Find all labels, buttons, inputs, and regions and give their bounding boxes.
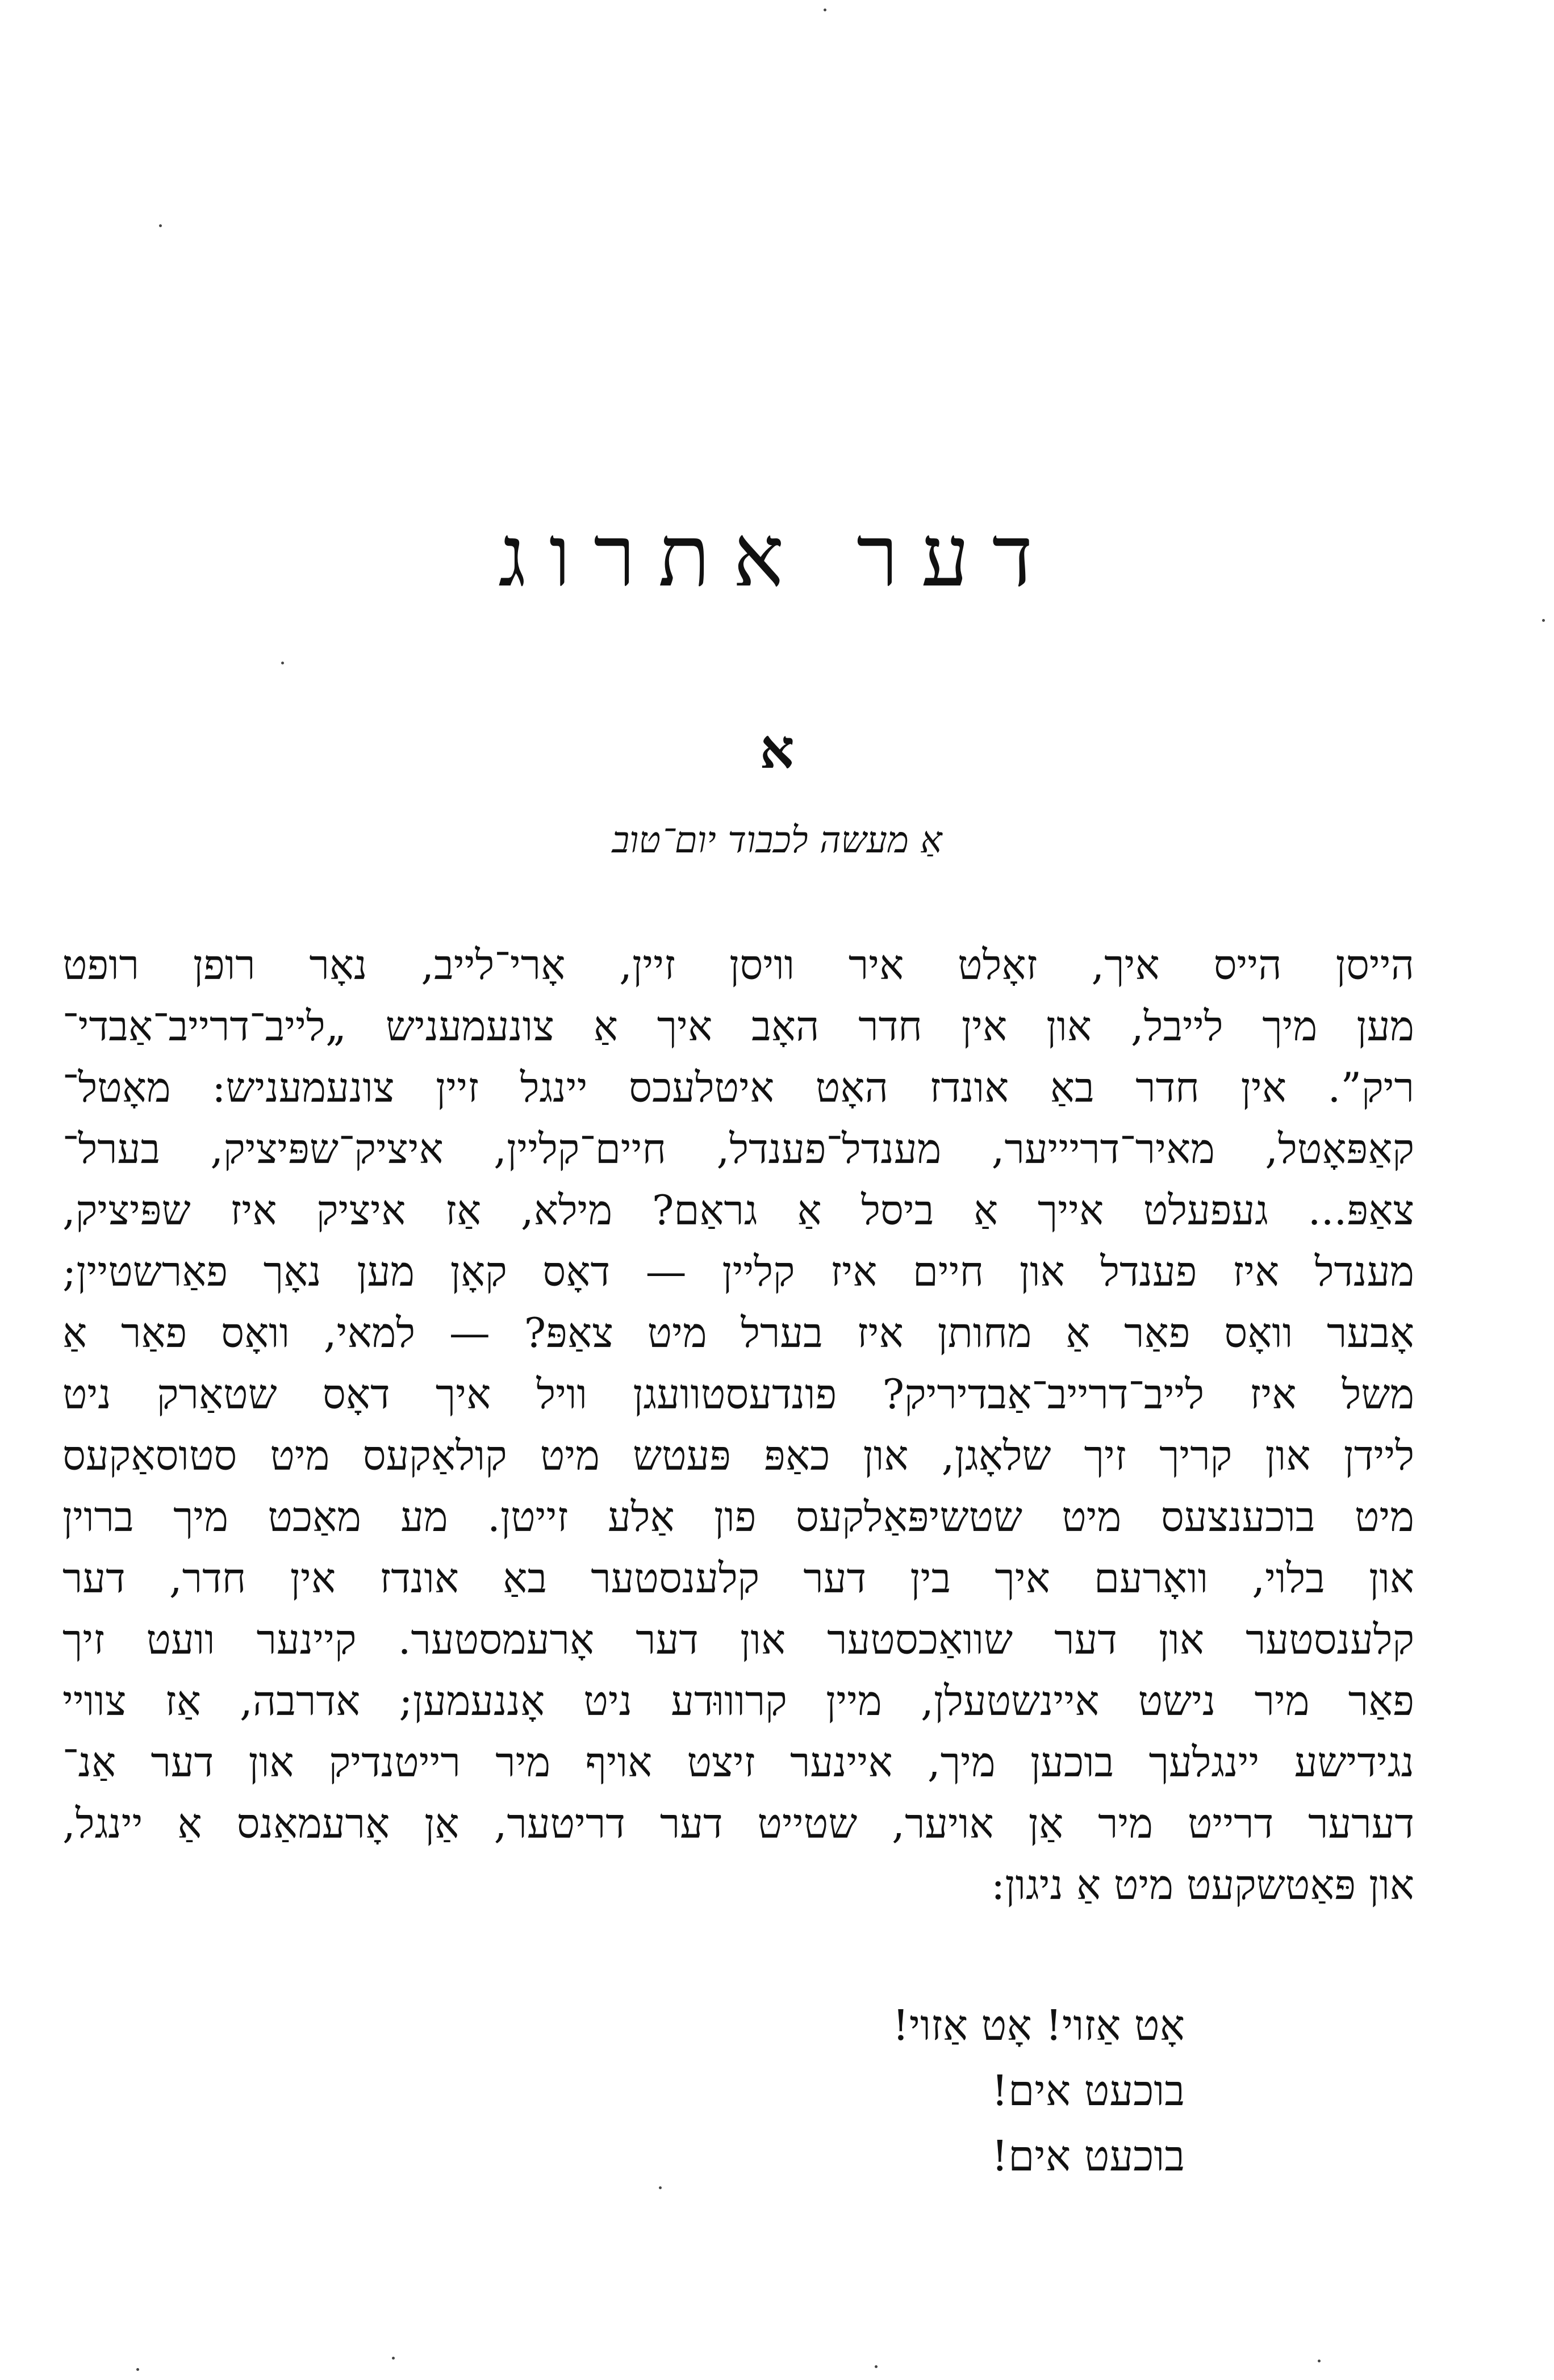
scan-speck bbox=[159, 224, 162, 227]
text-line: קלענסטער און דער שוואַכסטער און דער אָרעמסטער. קיינער וועט זיך bbox=[62, 1616, 1414, 1663]
paragraph bbox=[62, 934, 1414, 1915]
scan-speck bbox=[136, 2368, 139, 2371]
scan-speck bbox=[659, 2186, 662, 2189]
text-line: קאַפּאָטל, מאיר־דריייער, מענדל־פענדל, חיים־קליין, איציק־שפּיציק, בערל־ bbox=[62, 1125, 1414, 1173]
text-line: מען מיך לייבל, און אין חדר האָב איך אַ צונעמעניש „לייב־דרייב־אַבדי־ bbox=[62, 1002, 1414, 1050]
scan-speck bbox=[392, 2357, 395, 2360]
song-line: אָט אַזוי! אָט אַזוי! bbox=[892, 2001, 1185, 2050]
text-line: און פּאַטשקעט מיט אַ ניגון: bbox=[991, 1861, 1414, 1909]
text-line: צאַפּ... געפעלט אייך אַ ביסל אַ גראַם? מילא, אַז איציק איז שפּיציק, bbox=[62, 1186, 1414, 1234]
scan-speck bbox=[1318, 2360, 1321, 2362]
scan-speck bbox=[281, 662, 284, 664]
text-line: מענדל איז פענדל און חיים איז קליין — דאָס קאָן מען נאָך פאַרשטיין; bbox=[62, 1248, 1414, 1295]
page-title: דער אתרוג bbox=[498, 507, 1056, 606]
text-line: פאַר מיר נישט איינשטעלן, מיין קרוווּדע ניט אָננעמען; אדרבה, אַז צוויי bbox=[62, 1677, 1414, 1725]
scan-speck bbox=[824, 9, 826, 11]
text-line: אָבער וואָס פאַר אַ מחותן איז בערל מיט צאַפּ? — למאי, וואָס פאַר אַ bbox=[62, 1309, 1414, 1357]
text-line: הייסן הייס איך, זאָלט איר וויסן זיין, אָרי־לייב, נאָר רופן רופט bbox=[62, 941, 1414, 989]
chapter-subtitle: אַ מעשה לכבוד יום־טוב bbox=[612, 819, 942, 861]
text-line: נגידישע יינגלעך בוכען מיך, איינער זיצט אויף מיר רייטנדיק און דער אַנ־ bbox=[62, 1738, 1414, 1786]
text-line: ליידן און קריך זיך שלאָגן, און כאַפּ פּעטש מיט קולאַקעס מיט סטוסאַקעס bbox=[62, 1432, 1414, 1479]
song-line: בוכעט אים! bbox=[991, 2132, 1185, 2181]
scan-speck bbox=[1542, 619, 1545, 622]
text-line: משל איז לייב־דרייב־אַבדיריק? פונדעסטוועגן וויל איך דאָס שטאַרק ניט bbox=[62, 1370, 1414, 1418]
scan-speck bbox=[875, 2365, 878, 2368]
text-line: מיט בוכענצעס מיט שטשיפּאַלקעס פון אַלע זייטן. מע מאַכט מיך ברוין bbox=[62, 1493, 1414, 1541]
text-line: דערער דרייט מיר אַן אויער, שטייט דער דריטער, אַן אָרעמאַנס אַ יינגל, bbox=[62, 1800, 1414, 1847]
chapter-number: א bbox=[759, 718, 795, 781]
text-line: און בלוי, וואָרעם איך בין דער קלענסטער באַ אונדז אין חדר, דער bbox=[62, 1554, 1414, 1602]
song-line: בוכעט אים! bbox=[991, 2067, 1185, 2115]
song-verse bbox=[617, 1993, 1185, 2189]
text-line: ריק”. אין חדר באַ אונדז האָט איטלעכס יינגל זיין צונעמעניש: מאָטל־ bbox=[62, 1064, 1414, 1111]
